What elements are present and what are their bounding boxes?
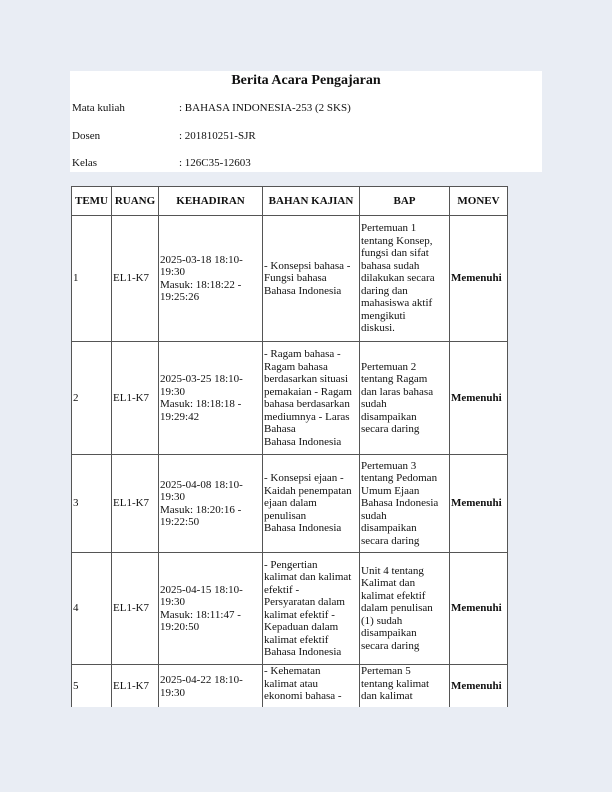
col-kehadiran: KEHADIRAN xyxy=(159,187,263,216)
cell-temu: 3 xyxy=(72,455,112,553)
cell-bahan-kajian: - Konsepsi bahasa - Fungsi bahasa Bahasa Indonesia xyxy=(263,216,360,342)
cell-bap: Pertemuan 1 tentang Konsep, fungsi dan sifat bahasa sudah dilakukan secara daring dan mahasiswa aktif mengikuti diskusi. xyxy=(360,216,450,342)
col-bahan-kajian: BAHAN KAJIAN xyxy=(263,187,360,216)
col-temu: TEMU xyxy=(72,187,112,216)
cell-ruang: EL1-K7 xyxy=(112,455,159,553)
cell-ruang: EL1-K7 xyxy=(112,665,159,709)
col-bap: BAP xyxy=(360,187,450,216)
label-kelas: Kelas xyxy=(72,157,98,169)
table-header-row xyxy=(72,187,508,216)
cell-bahan-kajian: - Kehematan kalimat atau ekonomi bahasa - xyxy=(263,665,360,709)
cell-bahan-kajian: - Ragam bahasa - Ragam bahasa berdasarkan situasi pemakaian - Ragam bahasa berdasarkan mediumnya - Laras Bahasa Bahasa Indonesia xyxy=(263,342,360,455)
cell-kehadiran: 2025-03-25 18:10- 19:30 Masuk: 18:18:18 - 19:29:42 xyxy=(159,342,263,455)
cell-monev: Memenuhi xyxy=(450,455,508,553)
cell-bap: Perteman 5 tentang kalimat dan kalimat xyxy=(360,665,450,709)
cell-temu: 4 xyxy=(72,553,112,665)
cell-bahan-kajian: - Konsepsi ejaan - Kaidah penempatan ejaan dalam penulisan Bahasa Indonesia xyxy=(263,455,360,553)
cell-kehadiran: 2025-04-08 18:10- 19:30 Masuk: 18:20:16 - 19:22:50 xyxy=(159,455,263,553)
cell-bahan-kajian: - Pengertian kalimat dan kalimat efektif - Persyaratan dalam kalimat efektif - Kepaduan dalam kalimat efektif Bahasa Indonesia xyxy=(263,553,360,665)
value-kelas: : 126C35-12603 xyxy=(179,157,251,169)
cell-ruang: EL1-K7 xyxy=(112,553,159,665)
cell-ruang: EL1-K7 xyxy=(112,216,159,342)
cell-bap: Unit 4 tentang Kalimat dan kalimat efektif dalam penulisan (1) sudah disampaikan secara daring xyxy=(360,553,450,665)
cell-temu: 1 xyxy=(72,216,112,342)
cell-monev: Memenuhi xyxy=(450,553,508,665)
table-row xyxy=(72,342,508,455)
cell-kehadiran: 2025-04-15 18:10- 19:30 Masuk: 18:11:47 - 19:20:50 xyxy=(159,553,263,665)
page-title: Berita Acara Pengajaran xyxy=(231,73,381,88)
page-bottom-margin xyxy=(0,707,612,792)
table-row xyxy=(72,553,508,665)
table-row xyxy=(72,665,508,709)
bap-table xyxy=(71,186,508,709)
cell-ruang: EL1-K7 xyxy=(112,342,159,455)
table-row xyxy=(72,455,508,553)
value-dosen: : 201810251-SJR xyxy=(179,130,256,142)
cell-temu: 5 xyxy=(72,665,112,709)
header-panel xyxy=(70,71,542,172)
cell-monev: Memenuhi xyxy=(450,342,508,455)
value-mata-kuliah: : BAHASA INDONESIA-253 (2 SKS) xyxy=(179,102,351,114)
cell-kehadiran: 2025-03-18 18:10- 19:30 Masuk: 18:18:22 - 19:25:26 xyxy=(159,216,263,342)
cell-kehadiran: 2025-04-22 18:10- 19:30 xyxy=(159,665,263,709)
table-row xyxy=(72,216,508,342)
cell-monev: Memenuhi xyxy=(450,665,508,709)
cell-temu: 2 xyxy=(72,342,112,455)
cell-monev: Memenuhi xyxy=(450,216,508,342)
cell-bap: Pertemuan 3 tentang Pedoman Umum Ejaan Bahasa Indonesia sudah disampaikan secara daring xyxy=(360,455,450,553)
col-ruang: RUANG xyxy=(112,187,159,216)
cell-bap: Pertemuan 2 tentang Ragam dan laras bahasa sudah disampaikan secara daring xyxy=(360,342,450,455)
label-dosen: Dosen xyxy=(72,130,101,142)
col-monev: MONEV xyxy=(450,187,508,216)
label-mata-kuliah: Mata kuliah xyxy=(72,102,125,114)
